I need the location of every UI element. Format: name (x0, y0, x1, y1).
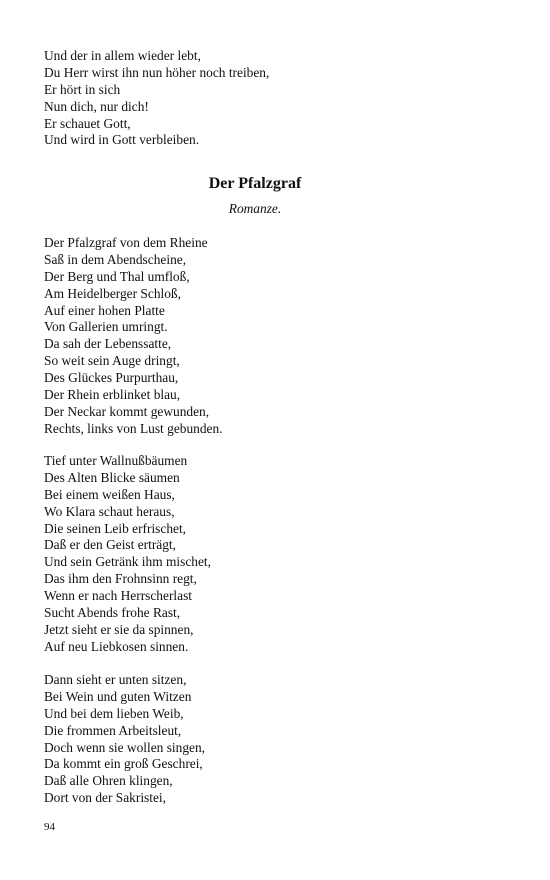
poem-line: Wenn er nach Herrscherlast (44, 588, 193, 604)
poem-line: Auf neu Liebkosen sinnen. (44, 638, 189, 654)
page-number: 94 (44, 821, 55, 833)
poem-line: Rechts, links von Lust gebunden. (44, 420, 223, 436)
poem-line: Der Neckar kommt gewunden, (44, 403, 210, 419)
stanza-3 (44, 672, 205, 807)
poem-line: Die seinen Leib erfrischet, (44, 520, 187, 536)
poem-line: Des Glückes Purpurthau, (44, 370, 179, 386)
poem-line: Er hört in sich (44, 81, 121, 97)
poem-line: Und bei dem lieben Weib, (44, 705, 184, 721)
intro-stanza (44, 48, 269, 149)
poem-line: Auf einer hohen Platte (44, 302, 165, 318)
poem-line: Saß in dem Abendscheine, (44, 251, 187, 267)
poem-line: Sucht Abends frohe Rast, (44, 605, 181, 621)
poem-line: Das ihm den Frohnsinn regt, (44, 571, 197, 587)
poem-line: Doch wenn sie wollen singen, (44, 739, 206, 755)
poem-line: Von Gallerien umringt. (44, 319, 168, 335)
stanza-2 (44, 453, 211, 656)
poem-line: Du Herr wirst ihn nun höher noch treiben, (44, 64, 270, 80)
poem-line: Bei einem weißen Haus, (44, 486, 175, 502)
poem-line: Die frommen Arbeitsleut, (44, 722, 182, 738)
poem-line: Jetzt sieht er sie da spinnen, (44, 621, 194, 637)
poem-line: Da kommt ein groß Geschrei, (44, 756, 203, 772)
poem-line: Dann sieht er unten sitzen, (44, 672, 187, 687)
poem-line: Da sah der Lebenssatte, (44, 336, 172, 352)
poem-line: Dort von der Sakristei, (44, 790, 166, 806)
poem-line: Und wird in Gott verbleiben. (44, 132, 200, 148)
poem-line: Er schauet Gott, (44, 115, 131, 131)
poem-line: Und sein Getränk ihm mischet, (44, 554, 211, 570)
stanza-1 (44, 235, 223, 438)
poem-line: So weit sein Auge dringt, (44, 353, 180, 369)
poem-line: Der Rhein erblinket blau, (44, 387, 181, 403)
poem-subtitle: Romanze. (228, 201, 282, 216)
poem-line: Nun dich, nur dich! (44, 98, 149, 114)
poem-line: Wo Klara schaut heraus, (44, 503, 175, 519)
poem-line: Daß er den Geist erträgt, (44, 537, 176, 553)
poem-line: Des Alten Blicke säumen (44, 469, 180, 485)
poem-line: Der Berg und Thal umfloß, (44, 268, 190, 284)
poem-line: Und der in allem wieder lebt, (44, 48, 201, 63)
poem-line: Am Heidelberger Schloß, (44, 285, 181, 301)
poem-line: Tief unter Wallnußbäumen (44, 453, 188, 468)
poem-line: Bei Wein und guten Witzen (44, 688, 192, 704)
poem-line: Der Pfalzgraf von dem Rheine (44, 235, 208, 250)
poem-line: Daß alle Ohren klingen, (44, 773, 173, 789)
poem-title: Der Pfalzgraf (208, 175, 302, 192)
